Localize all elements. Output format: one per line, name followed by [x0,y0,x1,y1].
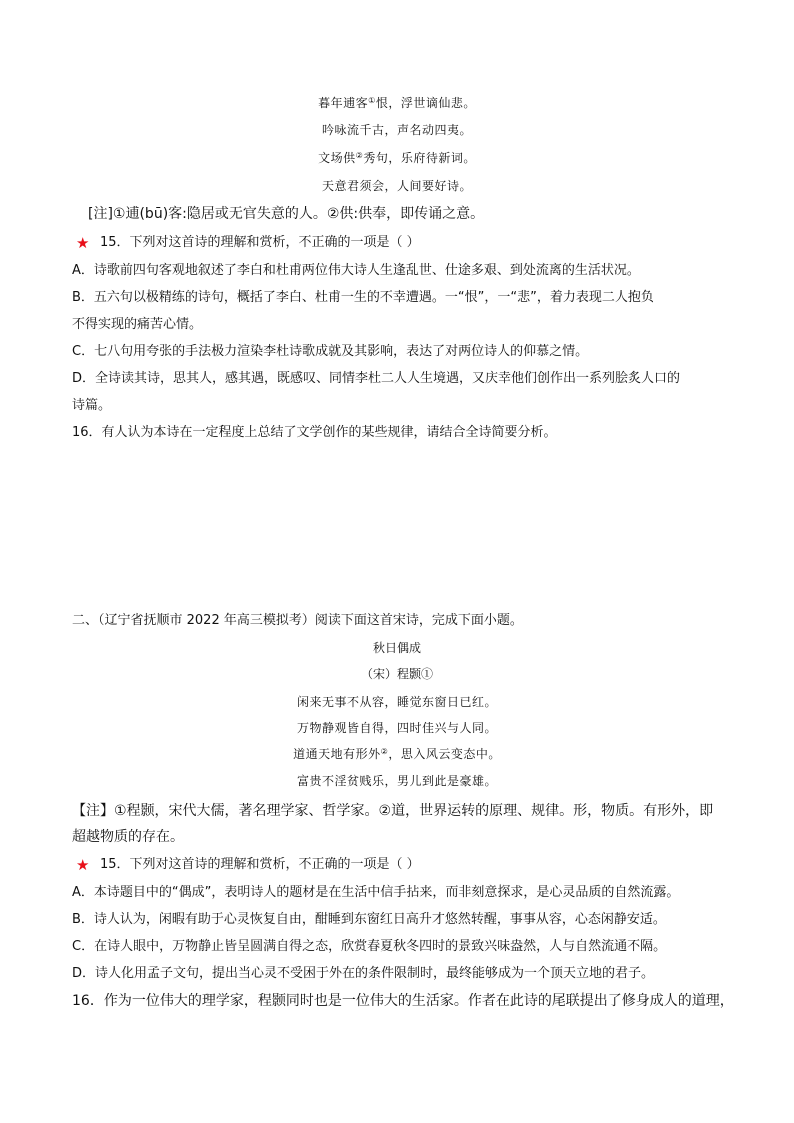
q15b-stem: 15．下列对这首诗的理解和赏析，不正确的一项是（ ） [100,857,420,872]
q15a-option-b-cont: 不得实现的痛苦心情。 [72,317,203,332]
star-icon: ★ [76,234,90,252]
q15b-option-b: B．诗人认为，闲暇有助于心灵恢复自由，酣睡到东窗红日高升才悠然转醒，事事从容，心态闲静安适。 [72,912,666,927]
q15a-option-b: B．五六句以极精练的诗句，概括了李白、杜甫一生的不幸遭遇。一“恨”，一“悲”，着力表现二人抱负 [72,290,654,305]
poem1-line-4: 天意君须会，人间要好诗。 [321,179,472,193]
poem1-line-3: 文场供②秀句，乐府待新词。 [318,151,476,165]
poem2-line-4: 富贵不淫贫贱乐，男儿到此是豪雄。 [296,774,497,788]
q15b-option-a: A．本诗题目中的“偶成”，表明诗人的题材是在生活中信手拈来，而非刻意探求，是心灵品质的自然流露。 [72,885,680,900]
q15b-option-c: C．在诗人眼中，万物静止皆呈圆满自得之态，欣赏春夏秋冬四时的景致兴味盎然，人与自然流通不隔。 [72,939,667,954]
poem2-line-1: 闲来无事不从容，睡觉东窗日已红。 [296,695,497,709]
poem2-author: （宋）程颢① [360,667,433,681]
q16b-stem: 16．作为一位伟大的理学家，程颢同时也是一位伟大的生活家。作者在此诗的尾联提出了修身成人的道理， [72,993,734,1009]
poem2-title: 秋日偶成 [372,641,421,655]
q15b-option-d: D．诗人化用孟子文句，提出当心灵不受困于外在的条件限制时，最终能够成为一个顶天立地的君子。 [72,966,655,981]
q15a-option-c: C．七八句用夸张的手法极力渲染李杜诗歌成就及其影响，表达了对两位诗人的仰慕之情。 [72,344,589,359]
star-icon: ★ [76,856,90,874]
poem1-note: [注]①逋(bū)客:隐居或无官失意的人。②供:供奉，即传诵之意。 [88,206,485,222]
poem2-line-3: 道通天地有形外②，思入风云变态中。 [293,747,501,761]
poem2-line-2: 万物静观皆自得，四时佳兴与人同。 [296,721,497,735]
q15a-option-d-cont: 诗篇。 [72,398,112,413]
poem2-note-line-2: 超越物质的存在。 [72,829,184,845]
poem1-line-1: 暮年逋客①恨，浮世谪仙悲。 [318,96,476,110]
q15a-option-d: D．全诗读其诗，思其人，感其遇，既感叹、同情李杜二人人生境遇，又庆幸他们创作出一系列脍炙人口的 [72,371,681,386]
q16a-stem: 16．有人认为本诗在一定程度上总结了文学创作的某些规律，请结合全诗简要分析。 [72,425,557,440]
q15a-stem: 15．下列对这首诗的理解和赏析，不正确的一项是（ ） [100,235,420,250]
section2-heading: 二、（辽宁省抚顺市 2022 年高三模拟考）阅读下面这首宋诗，完成下面小题。 [72,613,523,628]
poem1-line-2: 吟咏流千古，声名动四夷。 [321,123,472,137]
poem2-note-line-1: 【注】①程颢，宋代大儒，著名理学家、哲学家。②道，世界运转的原理、规律。形，物质。有形外，即 [72,803,714,819]
q15a-option-a: A．诗歌前四句客观地叙述了李白和杜甫两位伟大诗人生逢乱世、仕途多艰、到处流离的生活状况。 [72,263,640,278]
